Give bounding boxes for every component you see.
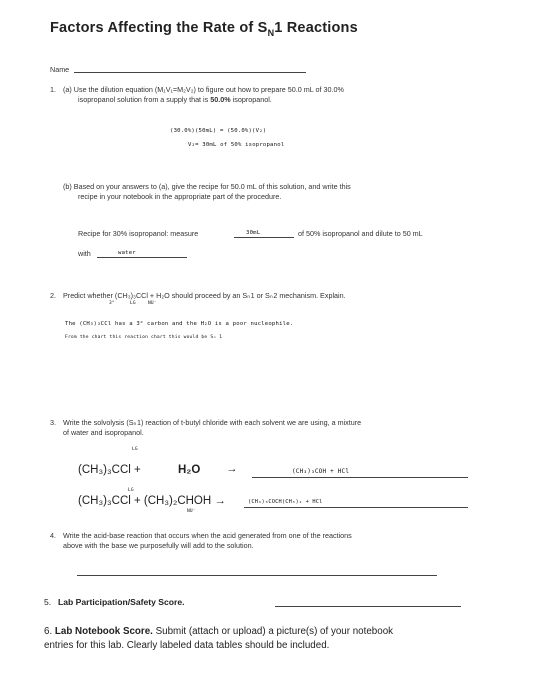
q2-number: 2. bbox=[50, 291, 56, 300]
with-handwritten: water bbox=[118, 250, 136, 256]
with-label: with bbox=[78, 249, 91, 258]
q2-handwritten-line1: The (CH₃)₃CCl has a 3° carbon and the H₂O is a poor nucleophile. bbox=[65, 321, 294, 327]
q4-answer-line[interactable] bbox=[77, 575, 437, 576]
reaction2-product-line[interactable] bbox=[244, 507, 468, 508]
reaction2-product-handwritten: (CH₃)₃COCH(CH₃)₂ + HCl bbox=[248, 499, 323, 505]
q3-number: 3. bbox=[50, 418, 56, 427]
with-line[interactable] bbox=[97, 257, 187, 258]
reaction1-reactant: (CH₃)₃CCl + bbox=[78, 464, 141, 476]
q1a-text-line2: isopropanol solution from a supply that is 50.0% isopropanol. bbox=[78, 95, 272, 104]
reaction2-reactants: (CH₃)₃CCl + (CH₃)₂CHOH → bbox=[78, 495, 226, 507]
q3-text-line1: Write the solvolysis (Sₙ 1) reaction of t-butyl chloride with each solvent we are using, a mixture bbox=[63, 418, 362, 427]
q2-handwritten-line2: From the chart this reaction chart this would be Sₙ 1 bbox=[65, 335, 223, 340]
q1b-text-line1: (b) Based on your answers to (a), give the recipe for 50.0 mL of this solution, and write this bbox=[63, 182, 351, 191]
q4-text-line1: Write the acid-base reaction that occurs when the acid generated from one of the reactions bbox=[63, 531, 352, 540]
name-line[interactable] bbox=[74, 72, 306, 73]
page-title: Factors Affecting the Rate of $S_N1$ Reactions bbox=[50, 20, 358, 38]
q1a-handwritten-answer: V₂= 30mL of 50% isopropanol bbox=[188, 142, 285, 148]
recipe-amount-line[interactable] bbox=[234, 237, 294, 238]
q6-text-line1: 6. Lab Notebook Score. Submit (attach or upload) a picture(s) of your notebook bbox=[44, 626, 394, 637]
recipe-post-text: of 50% isopropanol and dilute to 50 mL bbox=[298, 229, 423, 238]
q1b-text-line2: recipe in your notebook in the appropriate part of the procedure. bbox=[78, 192, 282, 201]
q6-number: 6. bbox=[44, 626, 53, 637]
reaction1-arrow: → bbox=[226, 463, 238, 475]
q6-text-line2: entries for this lab. Clearly labeled data tables should be included. bbox=[44, 640, 330, 651]
q3-nu-annotation: NU⁻ bbox=[187, 509, 196, 514]
q1a-text-line1: (a) Use the dilution equation (M₁V₁=M₂V₂) to figure out how to prepare 50.0 mL of 30.0% bbox=[63, 85, 344, 94]
q6-bold-label: Lab Notebook Score. bbox=[54, 626, 153, 637]
q1a-handwritten-equation: (30.0%)(50mL) = (50.0%)(V₂) bbox=[170, 128, 267, 134]
q4-text-line2: above with the base we purposefully will add to the solution. bbox=[63, 541, 254, 550]
reaction1-water: H₂O bbox=[178, 464, 201, 476]
q3-lg-annotation-2: LG bbox=[128, 488, 134, 493]
recipe-amount-handwritten: 30mL bbox=[246, 230, 261, 236]
q2-annotation-3deg: 3° bbox=[109, 301, 115, 306]
q4-number: 4. bbox=[50, 531, 56, 540]
q5-text: Lab Participation/Safety Score. bbox=[58, 597, 185, 607]
q1-number: 1. bbox=[50, 85, 56, 94]
reaction1-product-line[interactable] bbox=[252, 477, 468, 478]
q2-annotation-nu: NU⁻ bbox=[148, 301, 157, 306]
q5-score-line[interactable] bbox=[275, 606, 461, 607]
q5-number: 5. bbox=[44, 597, 52, 607]
q3-text-line2: of water and isopropanol. bbox=[63, 428, 144, 437]
reaction1-product-handwritten: (CH₃)₃COH + HCl bbox=[292, 468, 350, 475]
recipe-label: Recipe for 30% isopropanol: measure bbox=[78, 229, 199, 238]
q3-lg-annotation-1: LG bbox=[132, 447, 138, 452]
q2-text: Predict whether (CH₃)₃CCl + H₂O should proceed by an Sₙ 1 or Sₙ 2 mechanism. Explain. bbox=[63, 291, 346, 300]
name-label: Name bbox=[50, 65, 70, 74]
q2-annotation-lg: LG bbox=[130, 301, 136, 306]
